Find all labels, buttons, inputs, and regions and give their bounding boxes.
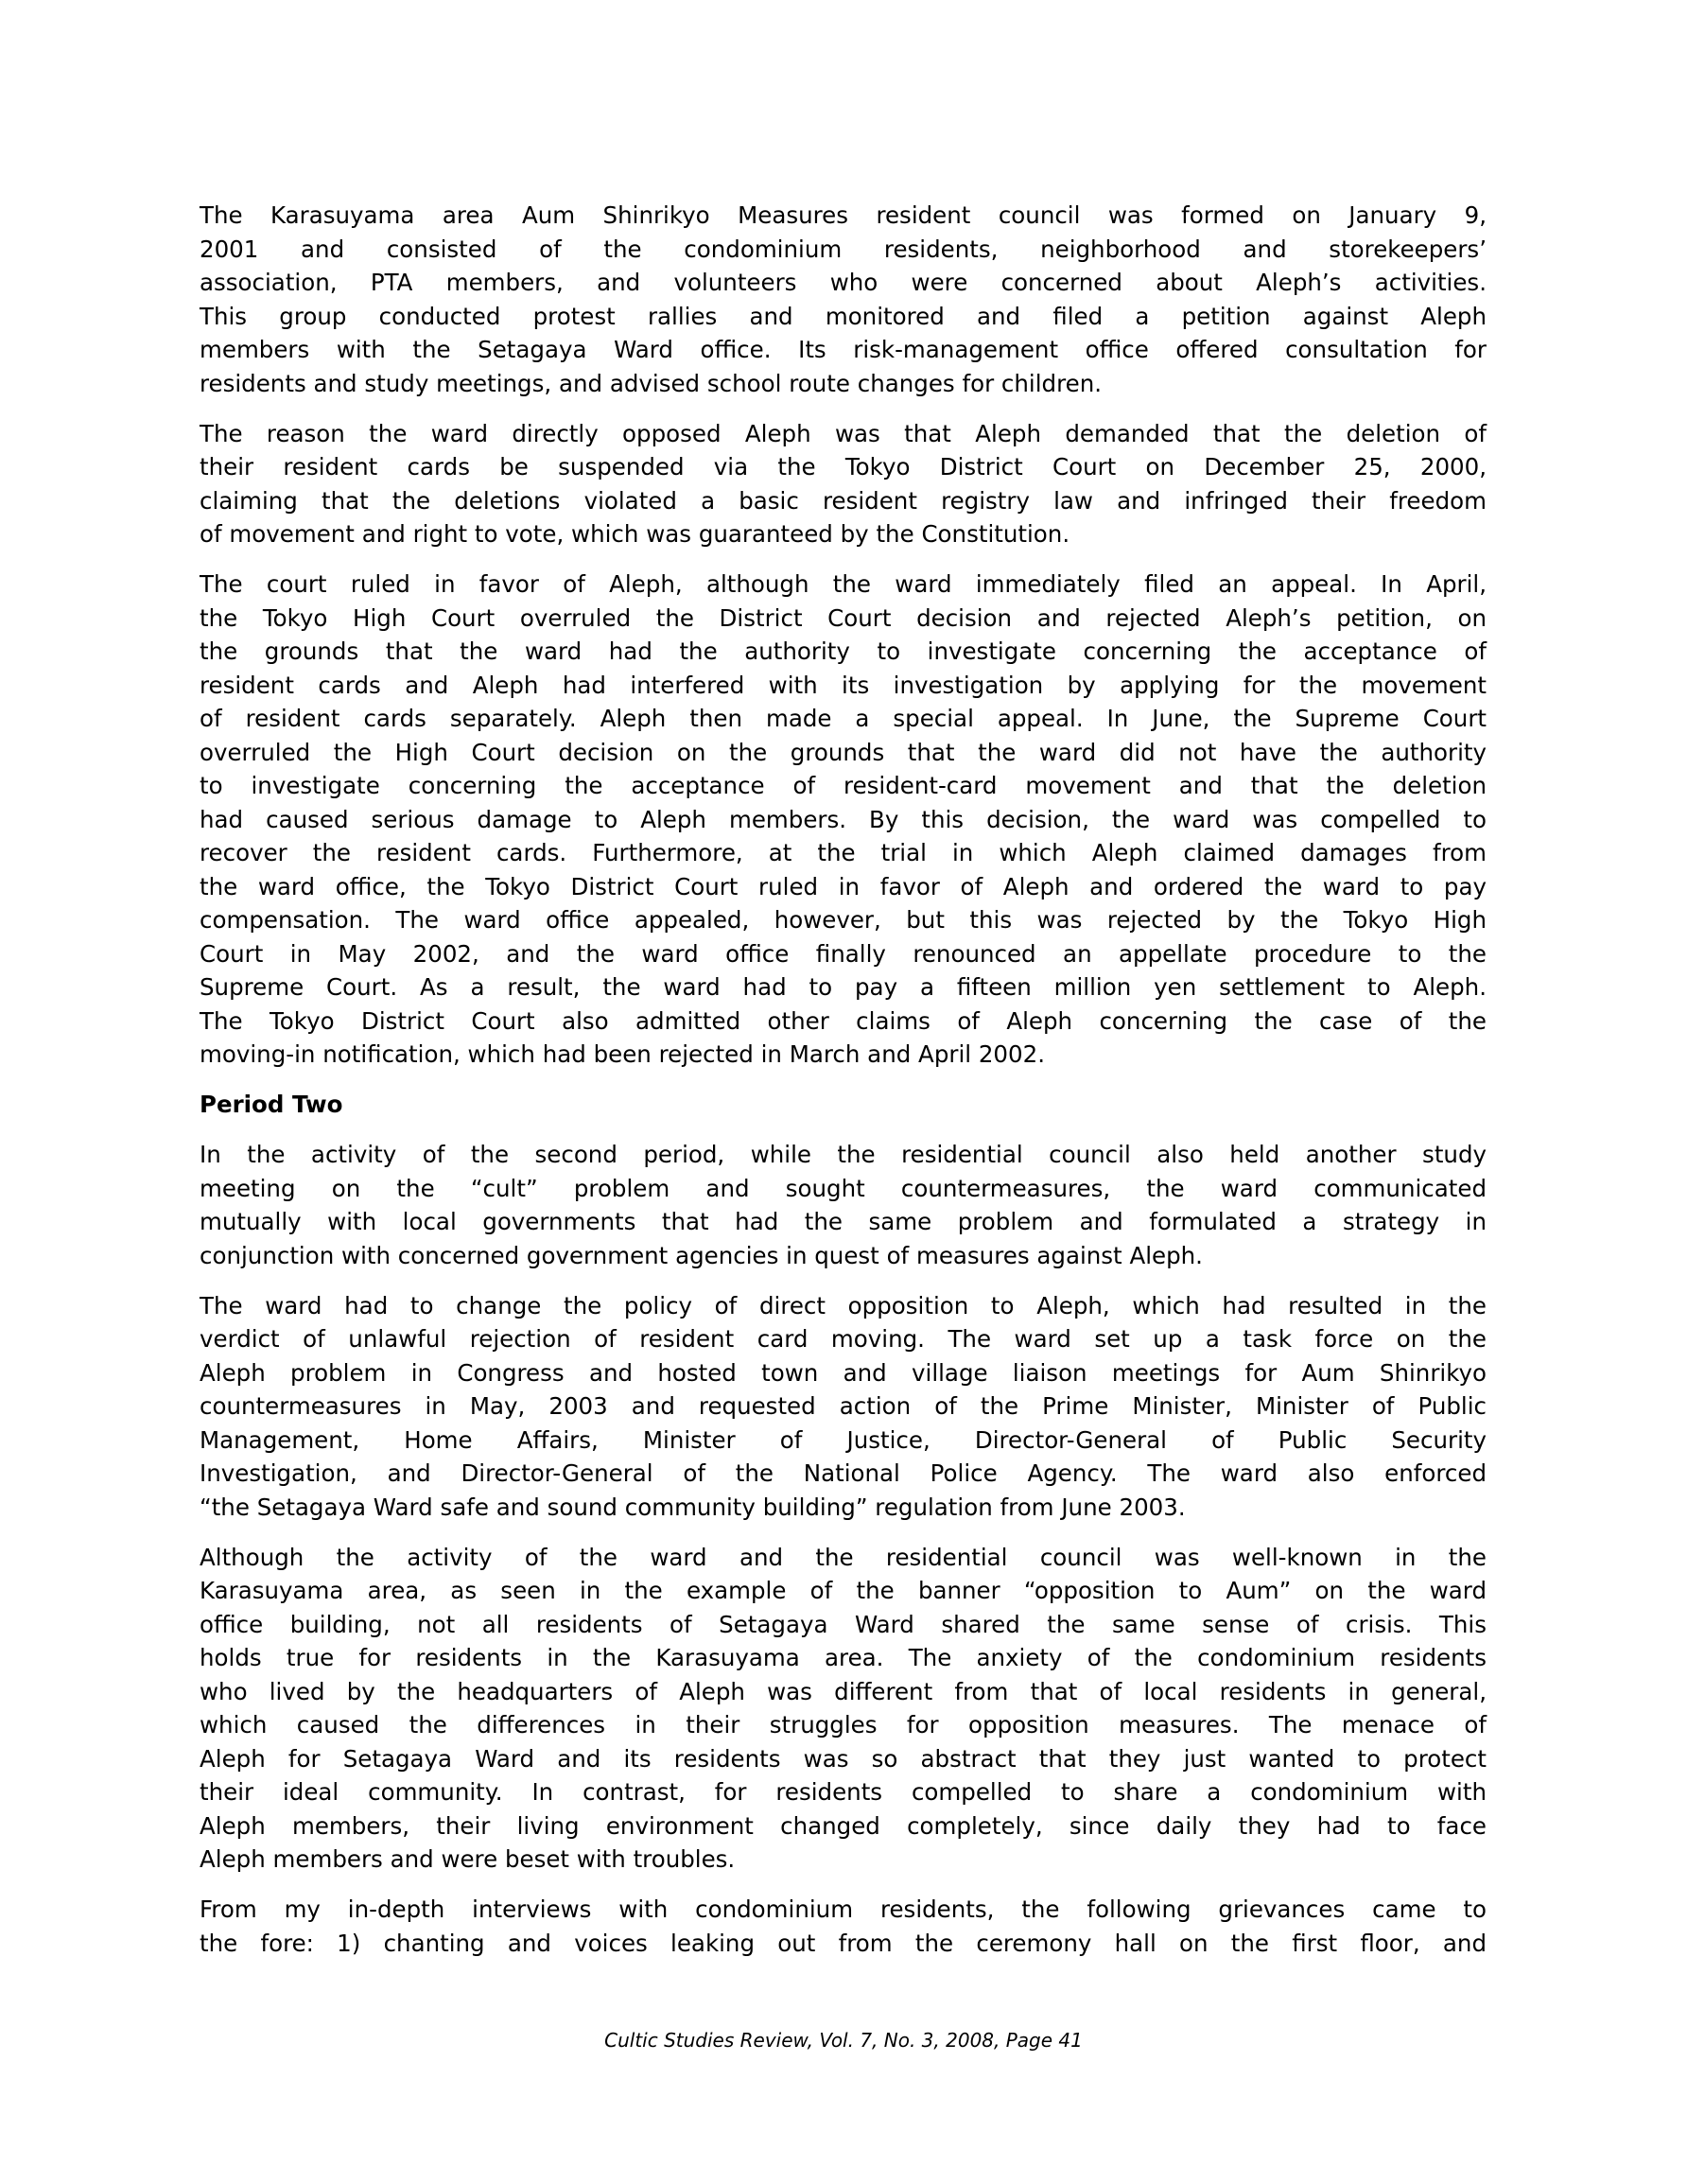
text-line: This group conducted protest rallies and monitored and filed a petition against Aleph <box>200 302 1487 330</box>
paragraph-council-formation <box>200 199 1487 400</box>
paragraph-ward-opposition <box>200 417 1487 551</box>
paragraph-court-rulings <box>200 568 1487 1072</box>
text-line: countermeasures in May, 2003 and requested action of the Prime Minister, Minister of Public <box>200 1392 1487 1420</box>
paragraph-residents-crisis <box>200 1541 1487 1877</box>
text-line: Aleph problem in Congress and hosted town and village liaison meetings for Aum Shinrikyo <box>200 1358 1487 1387</box>
text-line: 2001 and consisted of the condominium residents, neighborhood and storekeepers’ <box>200 235 1487 263</box>
text-line: office building, not all residents of Setagaya Ward shared the same sense of crisis. This <box>200 1610 1487 1638</box>
text-line: their resident cards be suspended via the Tokyo District Court on December 25, 2000, <box>200 453 1487 480</box>
text-line: verdict of unlawful rejection of resident card moving. The ward set up a task force on the <box>200 1325 1487 1353</box>
text-line: residents and study meetings, and advised school route changes for children. <box>200 369 1103 397</box>
text-line: Supreme Court. As a result, the ward had to pay a fifteen million yen settlement to Aleph. <box>200 973 1487 1001</box>
text-line: association, PTA members, and volunteers who were concerned about Aleph’s activities. <box>200 269 1487 296</box>
text-line: mutually with local governments that had the same problem and formulated a strategy in <box>200 1208 1487 1235</box>
text-line: of resident cards separately. Aleph then made a special appeal. In June, the Supreme Court <box>200 705 1487 732</box>
text-line: Court in May 2002, and the ward office finally renounced an appellate procedure to the <box>200 939 1487 968</box>
text-line: Karasuyama area, as seen in the example of the banner “opposition to Aum” on the ward <box>200 1577 1487 1604</box>
text-line: who lived by the headquarters of Aleph was different from that of local residents in general, <box>200 1677 1487 1705</box>
text-line: The Karasuyama area Aum Shinrikyo Measures resident council was formed on January 9, <box>200 201 1487 229</box>
text-line: the grounds that the ward had the authority to investigate concerning the acceptance of <box>200 638 1487 665</box>
text-line: members with the Setagaya Ward office. Its risk-management office offered consultation for <box>200 336 1487 363</box>
text-line: to investigate concerning the acceptance of resident-card movement and that the deletion <box>200 772 1487 799</box>
page-footer-citation: Cultic Studies Review, Vol. 7, No. 3, 2008, Page 41 <box>604 2029 1083 2052</box>
text-line: The Tokyo District Court also admitted other claims of Aleph concerning the case of the <box>200 1006 1487 1035</box>
text-line: recover the resident cards. Furthermore, at the trial in which Aleph claimed damages from <box>200 839 1487 866</box>
text-line: conjunction with concerned government agencies in quest of measures against Aleph. <box>200 1241 1203 1269</box>
text-line: their ideal community. In contrast, for residents compelled to share a condominium with <box>200 1778 1487 1806</box>
text-line: Although the activity of the ward and the residential council was well-known in the <box>200 1543 1487 1571</box>
text-line: Aleph for Setagaya Ward and its residents was so abstract that they just wanted to protect <box>200 1744 1487 1773</box>
text-line: holds true for residents in the Karasuyama area. The anxiety of the condominium residents <box>200 1644 1487 1671</box>
text-line: Aleph members, their living environment changed completely, since daily they had to face <box>200 1811 1487 1840</box>
text-line: moving-in notification, which had been rejected in March and April 2002. <box>200 1040 1045 1068</box>
text-line: compensation. The ward office appealed, however, but this was rejected by the Tokyo High <box>200 906 1487 934</box>
text-line: The ward had to change the policy of direct opposition to Aleph, which had resulted in the <box>200 1291 1487 1319</box>
text-line: overruled the High Court decision on the grounds that the ward did not have the authority <box>200 738 1487 766</box>
paragraph-grievances <box>200 1893 1487 1960</box>
text-line: Management, Home Affairs, Minister of Justice, Director-General of Public Security <box>200 1425 1487 1454</box>
paragraph-second-period <box>200 1138 1487 1272</box>
section-heading: Period Two <box>200 1091 343 1118</box>
text-line: the fore: 1) chanting and voices leaking out from the ceremony hall on the first floor, and <box>200 1929 1487 1957</box>
text-line: claiming that the deletions violated a basic resident registry law and infringed their freedom <box>200 486 1487 515</box>
document-page <box>200 199 1487 1977</box>
text-line: the ward office, the Tokyo District Court ruled in favor of Aleph and ordered the ward to pay <box>200 872 1487 900</box>
text-line: Aleph members and were beset with troubles. <box>200 1845 736 1873</box>
text-line: “the Setagaya Ward safe and sound community building” regulation from June 2003. <box>200 1493 1186 1521</box>
text-line: Investigation, and Director-General of the National Police Agency. The ward also enforced <box>200 1459 1487 1487</box>
text-line: The court ruled in favor of Aleph, although the ward immediately filed an appeal. In April, <box>200 570 1487 598</box>
text-line: The reason the ward directly opposed Aleph was that Aleph demanded that the deletion of <box>200 419 1487 447</box>
text-line: which caused the differences in their struggles for opposition measures. The menace of <box>200 1711 1487 1738</box>
text-line: of movement and right to vote, which was guaranteed by the Constitution. <box>200 520 1070 548</box>
paragraph-policy-change <box>200 1289 1487 1525</box>
text-line: the Tokyo High Court overruled the District Court decision and rejected Aleph’s petition, on <box>200 603 1487 632</box>
text-line: From my in-depth interviews with condominium residents, the following grievances came to <box>200 1896 1487 1923</box>
text-line: In the activity of the second period, while the residential council also held another study <box>200 1141 1487 1168</box>
text-line: meeting on the “cult” problem and sought countermeasures, the ward communicated <box>200 1174 1487 1202</box>
text-line: had caused serious damage to Aleph members. By this decision, the ward was compelled to <box>200 805 1487 833</box>
text-line: resident cards and Aleph had interfered with its investigation by applying for the movement <box>200 671 1487 699</box>
